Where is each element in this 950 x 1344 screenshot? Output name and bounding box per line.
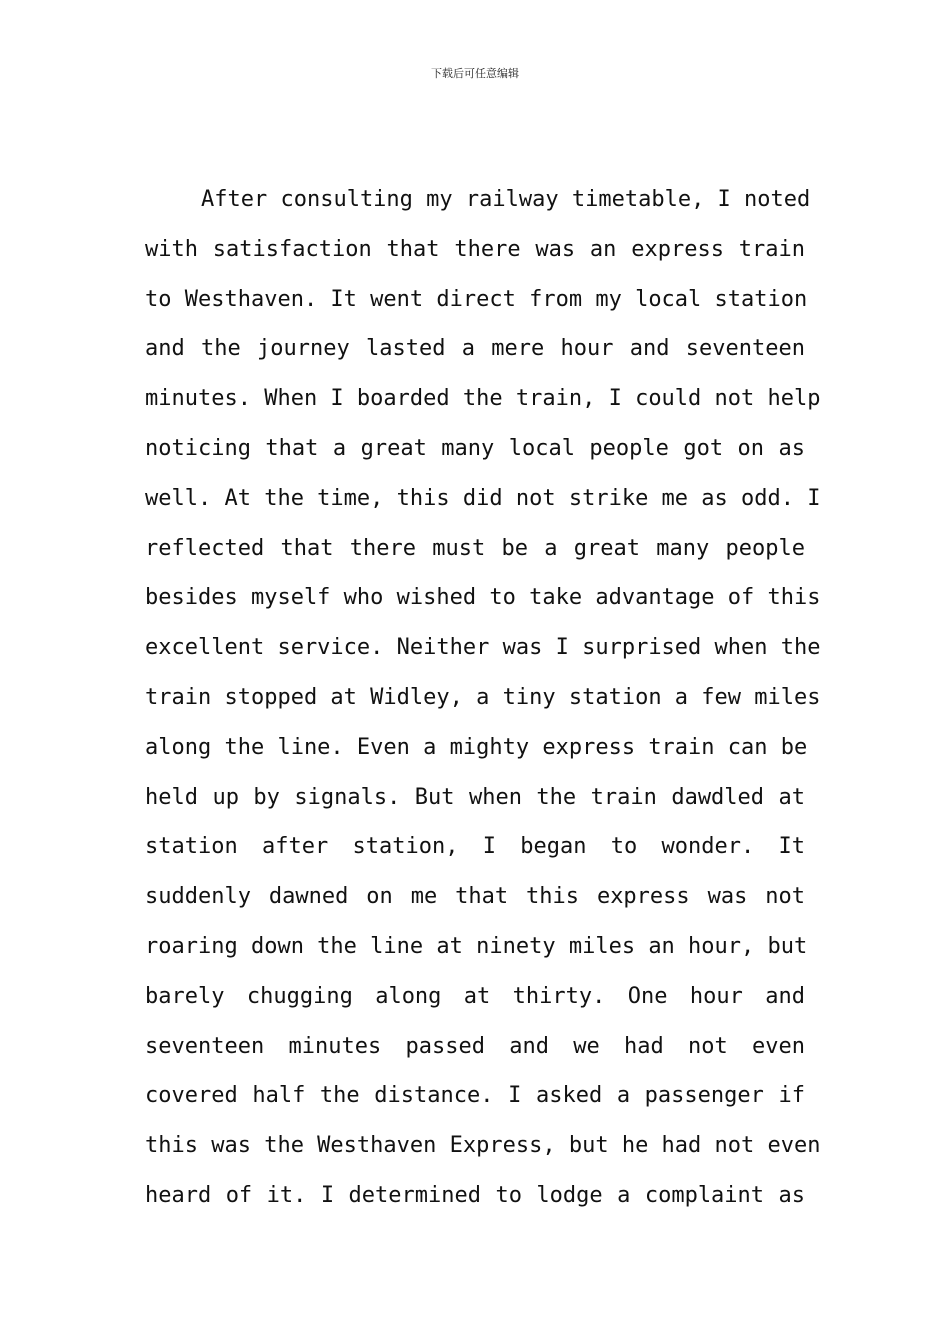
text-line: to Westhaven. It went direct from my local station <box>145 286 808 312</box>
body-paragraph <box>145 175 821 1221</box>
text-line: minutes. When I boarded the train, I could not help <box>145 386 821 412</box>
text-line: suddenly dawned on me that this express was not <box>145 884 805 910</box>
text-line: along the line. Even a mighty express train can be <box>145 734 808 760</box>
text-line: seventeen minutes passed and we had not even <box>145 1033 805 1059</box>
page-header: 下载后可任意编辑 <box>431 67 519 80</box>
text-line: noticing that a great many local people got on as <box>145 435 805 461</box>
text-line: this was the Westhaven Express, but he had not even <box>145 1133 821 1159</box>
text-line: barely chugging along at thirty. One hour and <box>145 983 805 1009</box>
text-line: well. At the time, this did not strike me as odd. I <box>145 485 821 511</box>
text-line: held up by signals. But when the train dawdled at <box>145 784 805 810</box>
text-line: covered half the distance. I asked a passenger if <box>145 1083 805 1109</box>
text-line: reflected that there must be a great many people <box>145 535 805 561</box>
text-line: with satisfaction that there was an express train <box>145 236 805 262</box>
text-line: roaring down the line at ninety miles an hour, but <box>145 933 808 959</box>
text-line: After consulting my railway timetable, I noted <box>201 187 811 212</box>
text-line: and the journey lasted a mere hour and seventeen <box>145 336 805 362</box>
text-line: besides myself who wished to take advantage of this <box>145 585 821 611</box>
text-line: excellent service. Neither was I surprised when the <box>145 635 821 661</box>
text-line: station after station, I began to wonder. It <box>145 834 805 860</box>
text-line: train stopped at Widley, a tiny station a few miles <box>145 684 821 710</box>
text-line: heard of it. I determined to lodge a complaint as <box>145 1182 805 1208</box>
